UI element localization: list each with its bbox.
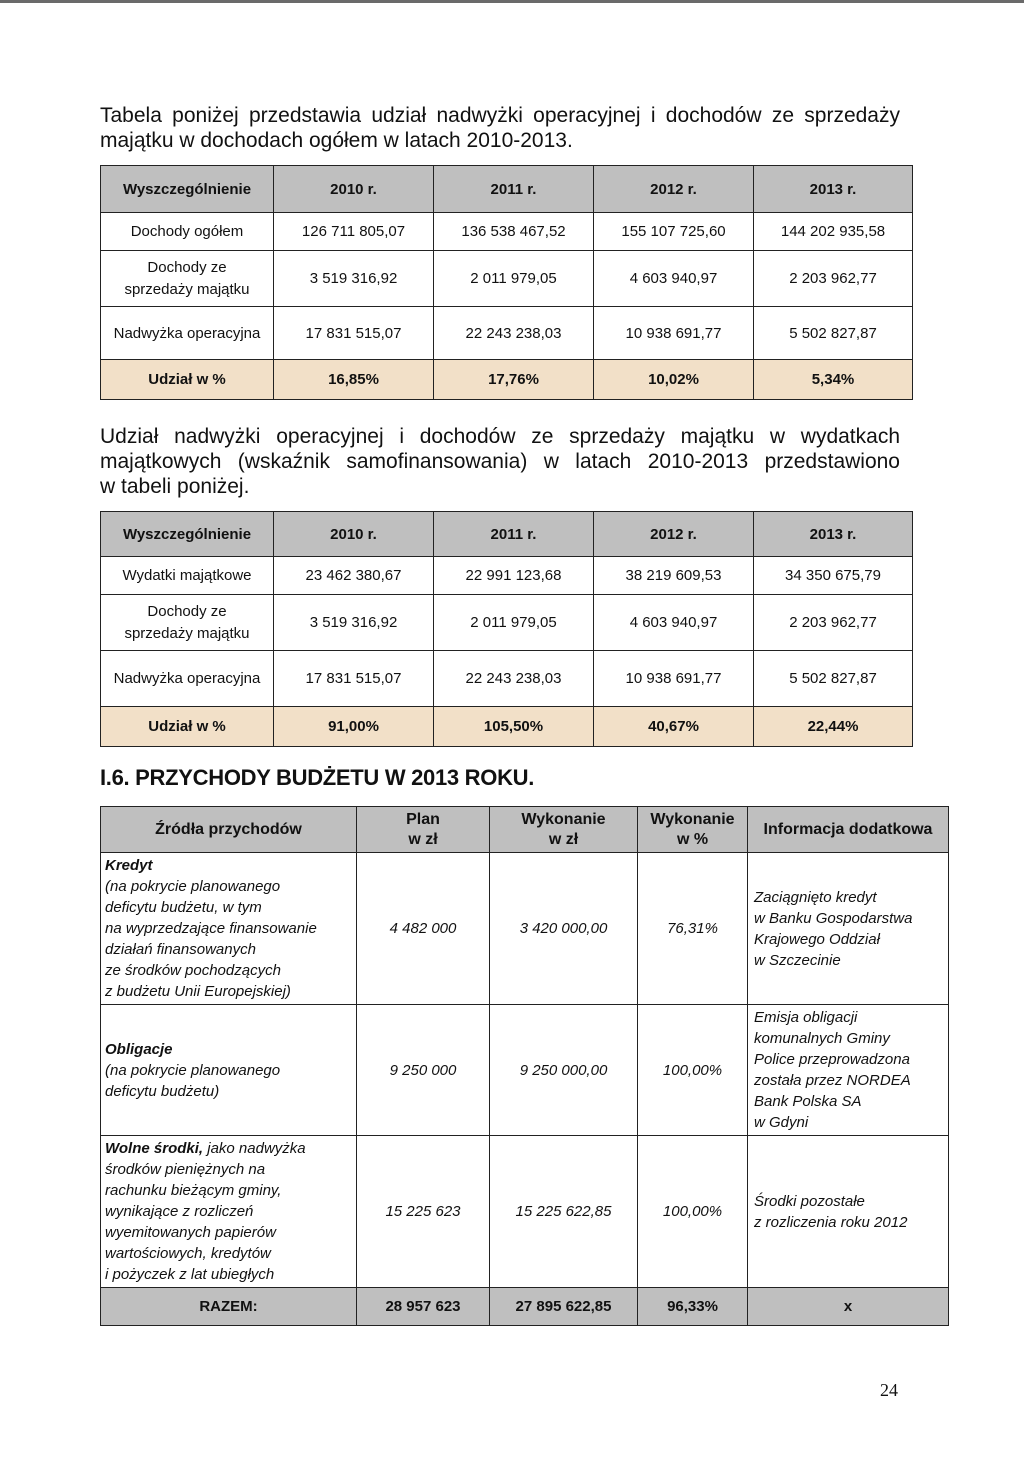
info-line: w Gdyni (754, 1114, 809, 1131)
header-cell: 2013 r. (754, 166, 913, 213)
header-cell: 2010 r. (274, 166, 434, 213)
total-exec: 27 895 622,85 (490, 1288, 638, 1326)
source-line: deficytu budżetu, w tym (105, 899, 262, 916)
table-row (101, 213, 913, 251)
pct-value: 76,31% (638, 853, 748, 1005)
header-cell (357, 807, 490, 853)
section-heading: I.6. PRZYCHODY BUDŻETU W 2013 ROKU. (100, 765, 535, 790)
header-cell (490, 807, 638, 853)
info-line: Zaciągnięto kredyt (754, 888, 877, 906)
plan-value: 9 250 000 (357, 1005, 490, 1136)
row-label-line: sprzedaży majątku (124, 624, 250, 642)
table-header-row (101, 807, 949, 853)
header-cell: Wyszczególnienie (101, 512, 274, 557)
exec-value: 9 250 000,00 (490, 1005, 638, 1136)
info-line: Środki pozostałe (754, 1192, 865, 1210)
source-line: deficytu budżetu) (105, 1082, 220, 1100)
source-cell (101, 1136, 357, 1288)
cell-value: 136 538 467,52 (434, 213, 594, 251)
row-label (101, 595, 274, 651)
cell-value: 2 203 962,77 (754, 595, 913, 651)
header-cell: Informacja dodatkowa (748, 807, 949, 853)
plan-value: 4 482 000 (357, 853, 490, 1005)
intro-paragraph-2 (100, 424, 900, 499)
row-label-line: Dochody ze (147, 258, 227, 276)
intro-2-line-1: Udział nadwyżki operacyjnej i dochodów ze sprzedaży majątku w wydatkach (100, 425, 900, 448)
cell-value: 16,85% (274, 360, 434, 400)
row-label: Dochody ogółem (101, 213, 274, 251)
budget-income-table (100, 806, 949, 1326)
header-cell: 2013 r. (754, 512, 913, 557)
row-label-line: Dochody ze (147, 602, 227, 620)
source-line: wynikające z rozliczeń (105, 1203, 254, 1220)
row-label: Nadwyżka operacyjna (101, 307, 274, 360)
share-row (101, 360, 913, 400)
row-label: Udział w % (101, 707, 274, 747)
source-line: działań finansowanych (105, 941, 256, 958)
cell-value: 3 519 316,92 (274, 251, 434, 307)
cell-value: 5 502 827,87 (754, 307, 913, 360)
cell-value: 155 107 725,60 (594, 213, 754, 251)
cell-value: 4 603 940,97 (594, 251, 754, 307)
info-line: Emisja obligacji (754, 1009, 858, 1026)
source-line: z budżetu Unii Europejskiej) (105, 983, 291, 1000)
header-cell: 2010 r. (274, 512, 434, 557)
cell-value: 22 991 123,68 (434, 557, 594, 595)
header-line: Wykonanie (650, 810, 735, 828)
table-header-row (101, 166, 913, 213)
info-line: w Banku Gospodarstwa (754, 909, 913, 927)
cell-value: 5,34% (754, 360, 913, 400)
total-row (101, 1288, 949, 1326)
source-name: Wolne środki, (105, 1140, 204, 1157)
cell-value: 126 711 805,07 (274, 213, 434, 251)
cell-value: 22 243 238,03 (434, 651, 594, 707)
table-row (101, 1005, 949, 1136)
source-line: środków pieniężnych na (105, 1161, 266, 1178)
pct-value: 100,00% (638, 1005, 748, 1136)
info-line: w Szczecinie (754, 951, 841, 969)
self-financing-table (100, 511, 913, 747)
source-cell (101, 853, 357, 1005)
header-line: w % (676, 830, 709, 848)
cell-value: 105,50% (434, 707, 594, 747)
info-line: Krajowego Oddział (754, 930, 880, 948)
source-line: wartościowych, kredytów (105, 1245, 271, 1262)
header-cell (638, 807, 748, 853)
table-row (101, 251, 913, 307)
source-line: i pożyczek z lat ubiegłych (105, 1266, 275, 1283)
cell-value: 4 603 940,97 (594, 595, 754, 651)
source-line: na wyprzedzające finansowanie (105, 920, 317, 937)
header-cell: Źródła przychodów (101, 807, 357, 853)
cell-value: 10,02% (594, 360, 754, 400)
intro-2-line-2: majątkowych (wskaźnik samofinansowania) w latach 2010-2013 przedstawiono (100, 450, 900, 473)
header-line: w zł (408, 830, 438, 848)
info-cell (748, 1005, 949, 1136)
total-info: x (748, 1288, 949, 1326)
info-line: Police przeprowadzona (754, 1051, 910, 1068)
header-line: Wykonanie (521, 810, 606, 828)
cell-value: 144 202 935,58 (754, 213, 913, 251)
cell-value: 22,44% (754, 707, 913, 747)
row-label (101, 251, 274, 307)
cell-value: 10 938 691,77 (594, 307, 754, 360)
info-line: komunalnych Gminy (754, 1030, 890, 1047)
info-line: została przez NORDEA (754, 1072, 911, 1089)
plan-value: 15 225 623 (357, 1136, 490, 1288)
source-cell (101, 1005, 357, 1136)
header-cell: 2012 r. (594, 166, 754, 213)
cell-value: 2 011 979,05 (434, 251, 594, 307)
cell-value: 2 011 979,05 (434, 595, 594, 651)
share-row (101, 707, 913, 747)
top-border-line (0, 0, 1024, 3)
cell-value: 17 831 515,07 (274, 307, 434, 360)
table-row (101, 557, 913, 595)
cell-value: 10 938 691,77 (594, 651, 754, 707)
table-header-row (101, 512, 913, 557)
cell-value: 22 243 238,03 (434, 307, 594, 360)
intro-1-line-2: majątku w dochodach ogółem w latach 2010-2013. (100, 129, 573, 152)
info-line: z rozliczenia roku 2012 (754, 1213, 908, 1231)
table-row (101, 1136, 949, 1288)
table-row (101, 853, 949, 1005)
intro-1-line-1: Tabela poniżej przedstawia udział nadwyżki operacyjnej i dochodów ze sprzedaży (100, 104, 900, 127)
row-label: Udział w % (101, 360, 274, 400)
info-cell (748, 1136, 949, 1288)
cell-value: 17 831 515,07 (274, 651, 434, 707)
source-name: Obligacje (105, 1040, 173, 1058)
header-cell: 2011 r. (434, 166, 594, 213)
source-line: (na pokrycie planowanego (105, 878, 281, 895)
source-name-suffix: jako nadwyżka (203, 1140, 306, 1157)
info-cell (748, 853, 949, 1005)
source-line: ze środków pochodzących (105, 962, 281, 979)
source-name: Kredyt (105, 857, 153, 874)
cell-value: 2 203 962,77 (754, 251, 913, 307)
source-line: rachunku bieżącym gminy, (105, 1182, 282, 1199)
row-label: Wydatki majątkowe (101, 557, 274, 595)
cell-value: 3 519 316,92 (274, 595, 434, 651)
cell-value: 34 350 675,79 (754, 557, 913, 595)
page-number: 24 (880, 1380, 898, 1400)
info-line: Bank Polska SA (754, 1093, 862, 1110)
pct-value: 100,00% (638, 1136, 748, 1288)
header-cell: 2011 r. (434, 512, 594, 557)
header-cell: Wyszczególnienie (101, 166, 274, 213)
table-row (101, 307, 913, 360)
cell-value: 91,00% (274, 707, 434, 747)
source-line: wyemitowanych papierów (105, 1224, 276, 1241)
cell-value: 5 502 827,87 (754, 651, 913, 707)
exec-value: 15 225 622,85 (490, 1136, 638, 1288)
intro-paragraph-1 (100, 103, 900, 153)
total-pct: 96,33% (638, 1288, 748, 1326)
cell-value: 23 462 380,67 (274, 557, 434, 595)
header-cell: 2012 r. (594, 512, 754, 557)
intro-2-line-3: w tabeli poniżej. (100, 475, 250, 498)
cell-value: 38 219 609,53 (594, 557, 754, 595)
header-line: w zł (548, 830, 579, 848)
income-share-table (100, 165, 913, 400)
table-row (101, 595, 913, 651)
row-label-line: sprzedaży majątku (124, 280, 250, 298)
cell-value: 40,67% (594, 707, 754, 747)
total-label: RAZEM: (101, 1288, 357, 1326)
exec-value: 3 420 000,00 (490, 853, 638, 1005)
cell-value: 17,76% (434, 360, 594, 400)
row-label: Nadwyżka operacyjna (101, 651, 274, 707)
header-line: Plan (406, 810, 440, 828)
table-row (101, 651, 913, 707)
source-line: (na pokrycie planowanego (105, 1061, 281, 1079)
total-plan: 28 957 623 (357, 1288, 490, 1326)
